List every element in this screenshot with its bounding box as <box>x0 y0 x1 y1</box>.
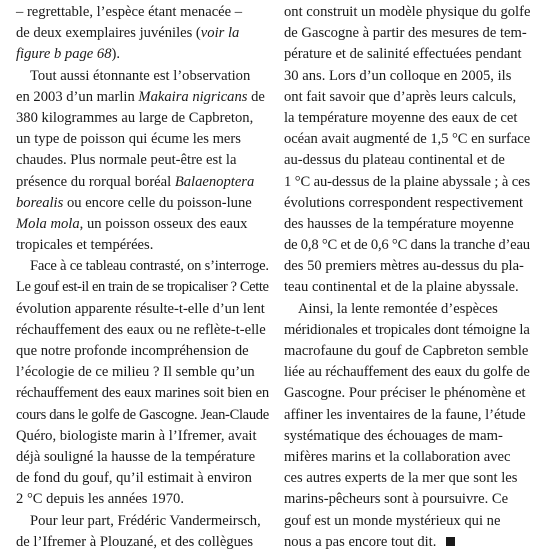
text-line: de l’Ifremer à Plouzané, et des collègues <box>16 533 254 550</box>
text-line: nous a pas encore tout dit. <box>284 532 530 553</box>
text-line: Face à ce tableau contrasté, on s’interroge. <box>30 258 269 275</box>
text-line: – regrettable, l’espèce étant menacée – <box>16 4 243 20</box>
text-line: pérature et de salinité effectuées pendant <box>284 46 522 63</box>
text-line: déjà souligné la hausse de la température <box>16 448 256 465</box>
text-line: océan avait augmenté de 1,5 °C en surface <box>284 131 531 148</box>
text-line: Mola mola, un poisson osseux des eaux <box>16 215 248 232</box>
left-column <box>16 2 269 553</box>
text-line: en 2003 d’un marlin Makaira nigricans de <box>16 88 265 105</box>
text-line: teau continental et de la plaine abyssale. <box>284 279 519 296</box>
text-line: Quéro, biologiste marin à l’Ifremer, avait <box>16 427 257 444</box>
text-line: évolutions correspondent respectivement <box>284 194 524 211</box>
text-line: chaudes. Plus normale peut-être est la <box>16 152 237 169</box>
text-line: Le gouf est-il en train de se tropicaliser ? Cette <box>16 279 269 296</box>
text-line: au-dessus du plateau continental et de <box>284 152 505 169</box>
text-line: 30 ans. Lors d’un colloque en 2005, ils <box>284 67 512 84</box>
text-line: ont fait savoir que d’après leurs calculs, <box>284 88 517 105</box>
text-line: de fond du gouf, qu’il estimait à environ <box>16 470 252 487</box>
text-line: réchauffement des eaux ou ne reflète-t-elle <box>16 321 266 338</box>
text-line: Pour leur part, Frédéric Vandermeirsch, <box>30 512 261 529</box>
text-line: de Gascogne à partir des mesures de tem- <box>284 25 527 42</box>
text-line: évolution apparente résulte-t-elle d’un lent <box>16 300 265 317</box>
text-line: macrofaune du gouf de Capbreton semble <box>284 343 529 359</box>
text-line: ont construit un modèle physique du golfe <box>284 4 531 20</box>
text-line: liée au réchauffement des eaux du golfe de <box>284 364 530 381</box>
text-line: que notre profonde incompréhension de <box>16 343 249 359</box>
text-line: la température moyenne des eaux de cet <box>284 109 518 126</box>
text-line: méridionales et tropicales dont témoigne la <box>284 321 530 338</box>
text-line: affiner les inventaires de la faune, l’étude <box>284 406 526 423</box>
text-line: des hausses de la température moyenne <box>284 215 514 232</box>
text-line: cours dans le golfe de Gascogne. Jean-Claude <box>16 406 269 423</box>
text-line: Tout aussi étonnante est l’observation <box>30 67 251 84</box>
text-line: ces autres experts de la mer que sont les <box>284 470 518 487</box>
text-line: 2 °C depuis les années 1970. <box>16 491 184 508</box>
text-line: gouf est un monde mystérieux qui ne <box>284 512 501 529</box>
right-column <box>284 2 530 553</box>
text-line: Gascogne. Pour préciser le phénomène et <box>284 385 526 402</box>
text-line: des 50 premiers mètres au-dessus du pla- <box>284 258 524 275</box>
text-line: 1 °C au-dessus de la plaine abyssale ; à ces <box>284 173 531 190</box>
text-line: figure b page 68). <box>16 46 121 63</box>
text-line: borealis ou encore celle du poisson-lune <box>16 194 252 211</box>
end-of-article-square-icon <box>446 537 455 546</box>
text-line: un type de poisson qui écume les mers <box>16 131 241 148</box>
text-line: Ainsi, la lente remontée d’espèces <box>298 300 498 317</box>
text-line: systématique des échouages de mam- <box>284 427 503 444</box>
text-line: tropicales et tempérées. <box>16 237 154 254</box>
text-line: de deux exemplaires juvéniles (voir la <box>16 25 240 42</box>
text-line: mifères marins et la collaboration avec <box>284 448 511 465</box>
text-line: 380 kilogrammes au large de Capbreton, <box>16 109 254 126</box>
text-line: présence du rorqual boréal Balaenoptera <box>16 173 255 190</box>
text-line: de 0,8 °C et de 0,6 °C dans la tranche d’eau <box>284 237 530 254</box>
text-line: l’écologie de ce milieu ? Il semble qu’un <box>16 364 255 381</box>
text-line: réchauffement des eaux marines soit bien en <box>16 385 270 402</box>
text-line: marins-pêcheurs sont à poursuivre. Ce <box>284 491 509 508</box>
